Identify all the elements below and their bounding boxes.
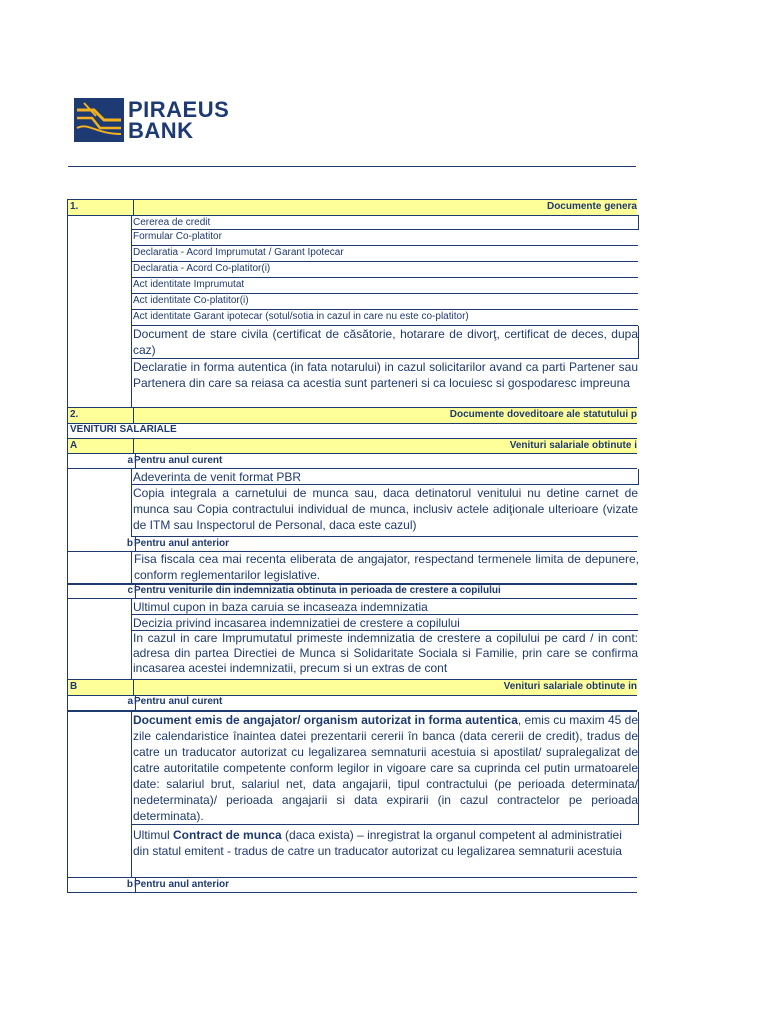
list-item: Declaratie in forma autentica (in fata notarului) in cazul solicitarilor avand ca parti Partener sau Partenera din care sa reiasa ca acestia sunt parteneri si ca locuiesc si gospodaresc impreuna	[133, 360, 638, 390]
section-2-number: 2.	[68, 408, 134, 423]
list-item: Act identitate Imprumutat	[67, 278, 636, 294]
subsection-a-b-header: b Pentru anul anterior	[67, 537, 637, 552]
subsection-a-header	[67, 439, 637, 454]
section-1-title: Documente genera	[546, 201, 637, 212]
list-item: Act identitate Garant ipotecar (sotul/sotia in cazul in care nu este co-platitor)	[67, 310, 636, 326]
header-divider	[68, 166, 636, 167]
subsection-b-title: Venituri salariale obtinute in	[503, 681, 637, 692]
section-2-title: Documente doveditoare ale statutului p	[449, 409, 637, 420]
list-item: Formular Co-platitor	[67, 230, 636, 246]
list-item: Copia integrala a carnetului de munca sau, daca detinatorul venitului nu detine carnet de munca sau Copia contractului individual de munca, inclusiv actele adiţionale ulterioare (vizate de ITM sau Inspectorul de Personal, daca este cazul)	[67, 485, 636, 537]
subsection-a-label: A	[68, 439, 134, 453]
piraeus-bank-logo	[74, 98, 229, 142]
section-2-header	[67, 407, 637, 424]
list-item: Document de stare civila (certificat de căsătorie, hotarare de divorţ, certificat de deces, dupa caz)	[133, 327, 638, 357]
logo-wordmark	[128, 99, 229, 141]
list-item: Adeverinta de venit format PBR	[67, 469, 636, 485]
logo-line1: PIRAEUS	[128, 97, 230, 122]
list-item: In cazul in care Imprumutatul primeste indemnizatia de crestere a copilului pe card / in cont: adresa din partea Directiei de Munca si Solidaritate Sociala si Familie, prin care se confirma incasarea acestei indemnizatii, precum si un extras de cont	[133, 631, 638, 675]
subsection-a-a-header: a Pentru anul curent	[67, 454, 637, 469]
subsection-b-label: B	[68, 680, 134, 695]
venituri-salariale-heading: VENITURI SALARIALE	[67, 423, 637, 439]
list-item: Cererea de credit	[67, 215, 636, 230]
subsection-b-header	[67, 679, 637, 696]
logo-line2: BANK	[128, 118, 194, 143]
subsection-b-b-header: b Pentru anul anterior	[67, 877, 637, 893]
subsection-b-a-header: a Pentru anul curent	[67, 695, 637, 712]
list-item: Act identitate Co-platitor(i)	[67, 294, 636, 310]
subsection-a-c-header: c Pentru veniturile din indemnizatia obtinuta in perioada de crestere a copilului	[67, 584, 637, 599]
section-1-header	[67, 199, 637, 216]
list-item: Ultimul Contract de munca (daca exista) – inregistrat la organul competent al administratiei din statul emitent - tradus de catre un traducator autorizat cu legalizarea semnaturii acestuia	[133, 828, 622, 858]
list-item: Declaratia - Acord Imprumutat / Garant Ipotecar	[67, 246, 636, 262]
list-item: Decizia privind incasarea indemnizatiei de crestere a copilului	[67, 615, 636, 631]
list-item: Declaratia - Acord Co-platitor(i)	[67, 262, 636, 278]
list-item: Fisa fiscala cea mai recenta eliberata de angajator, respectand termenele limita de depunere, conform reglementarilor legislative.	[67, 551, 637, 585]
piraeus-logo-icon	[74, 98, 124, 142]
section-1-number: 1.	[68, 200, 134, 215]
list-item: Document emis de angajator/ organism autorizat in forma autentica, emis cu maxim 45 de zile calendaristice înaintea datei prezentarii cererii în banca (data cererii de credit), tradus de catre un traducator autorizat cu legalizarea semnaturii acestuia si apostilat/ supralegalizat de catre autoritatile competente conform legilor in vigoare care sa cuprinda cel putin urmatoarele date: salariul brut, salariul net, data angajarii, tipul contractului (pe perioada determinata/ nedeterminata)/ perioada angajarii si data expirarii (in cazul contractelor pe perioada determinata).	[133, 713, 638, 823]
list-item: Ultimul cupon in baza caruia se incaseaza indemnizatia	[67, 599, 636, 615]
subsection-a-title: Venituri salariale obtinute i	[509, 440, 637, 451]
